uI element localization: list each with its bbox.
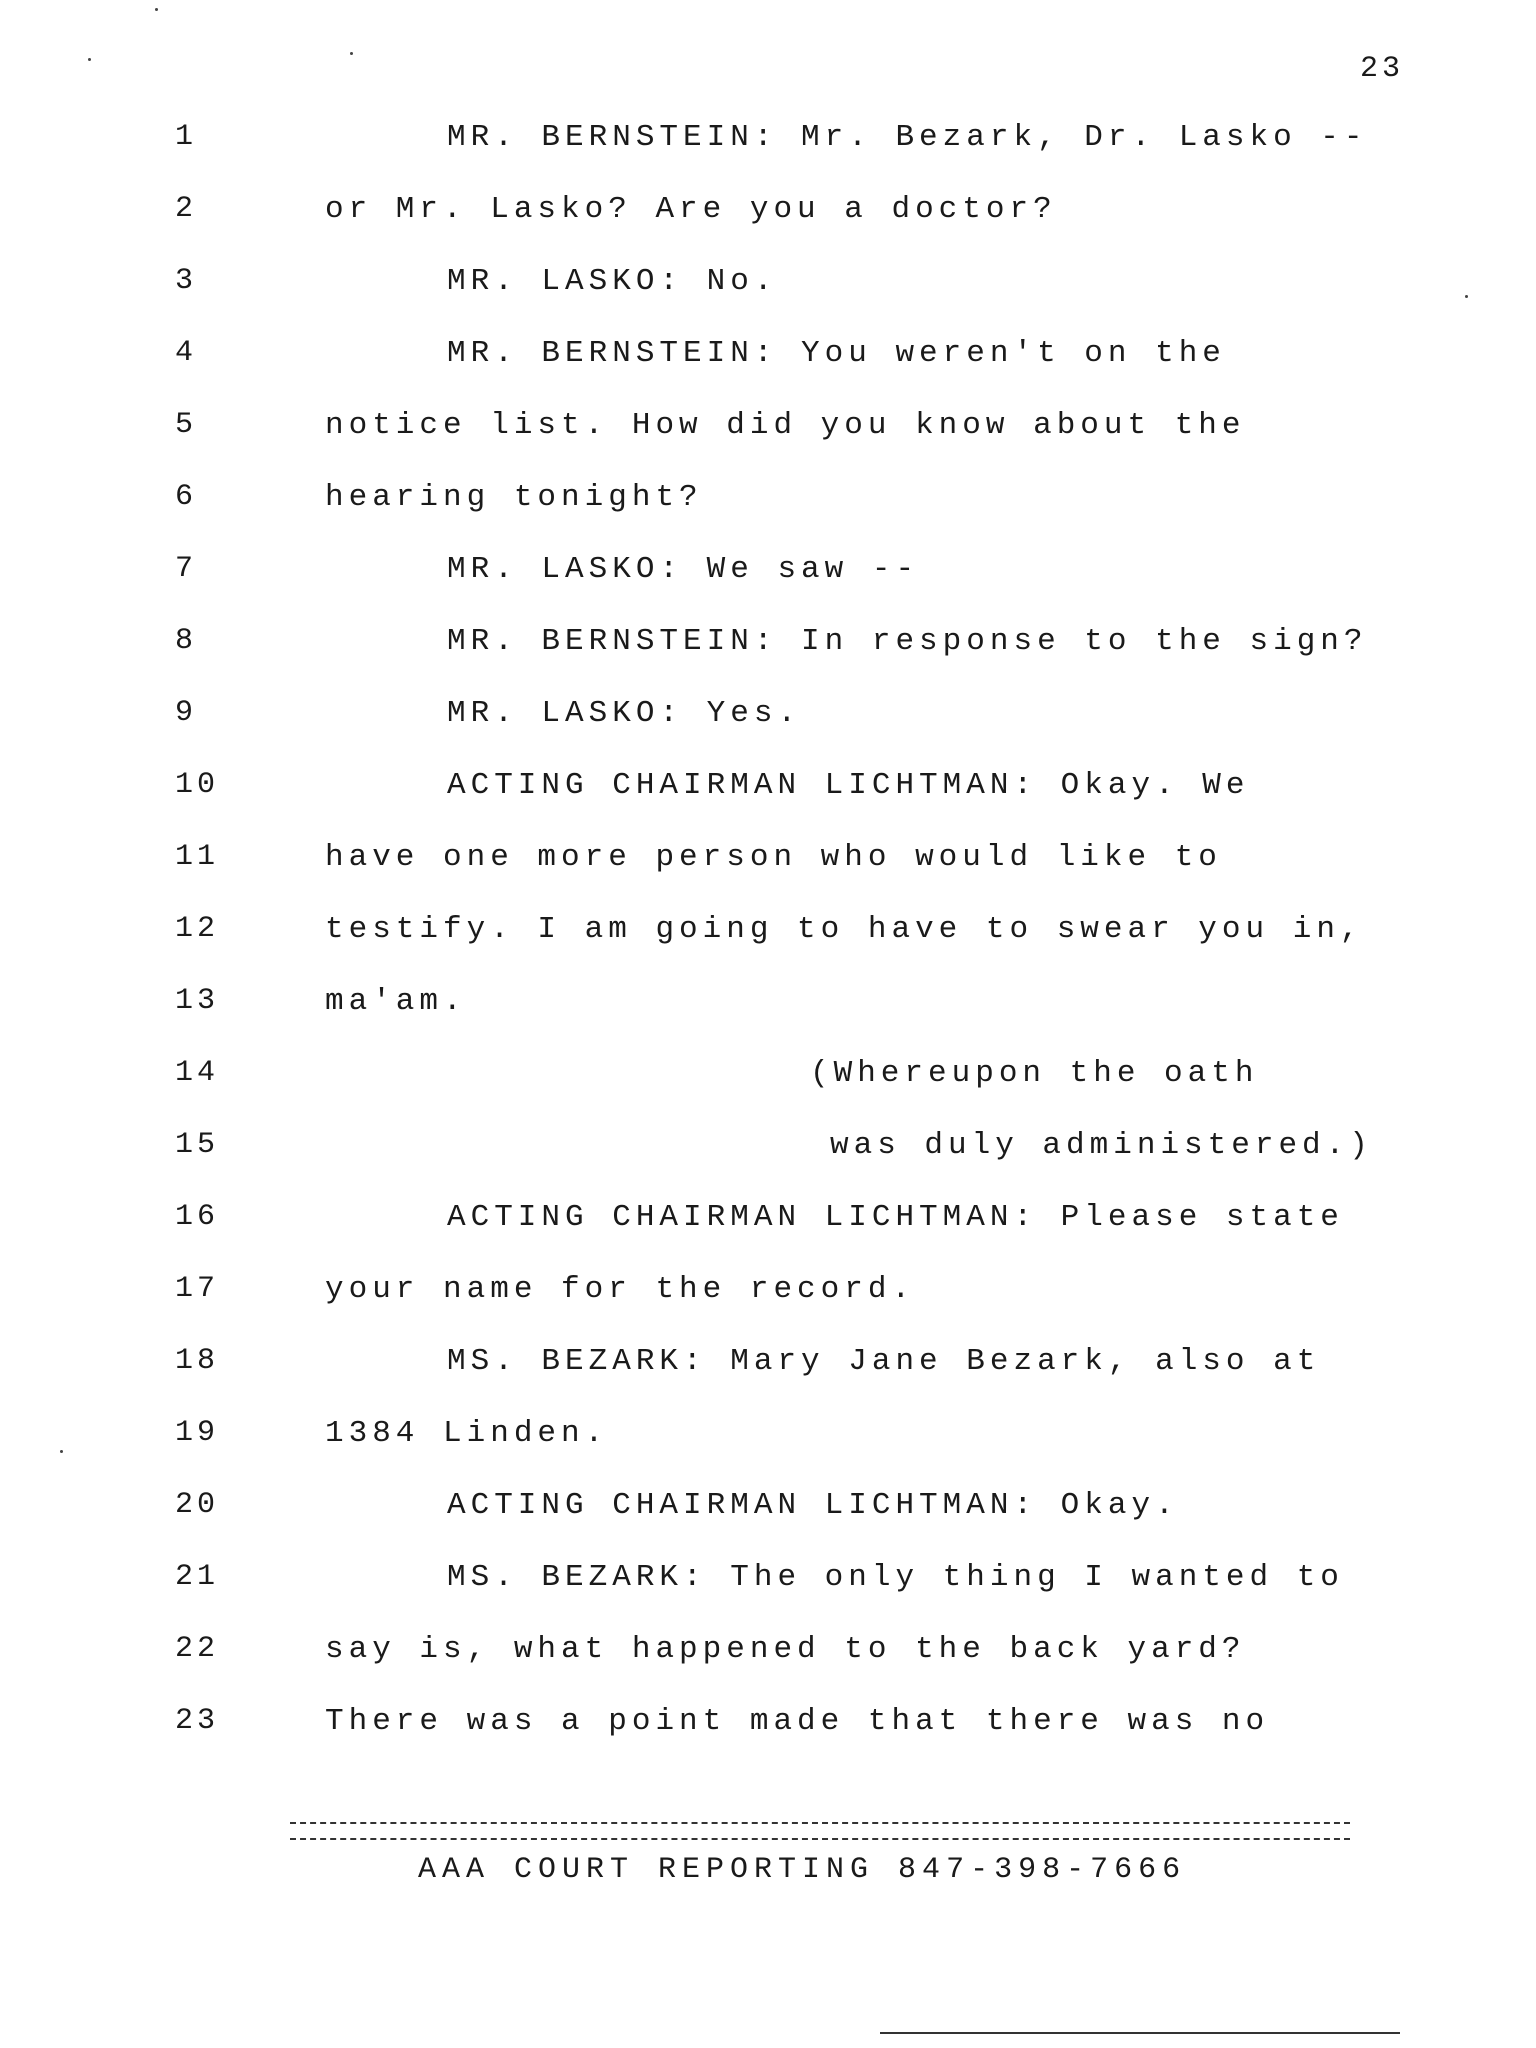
line-text: ACTING CHAIRMAN LICHTMAN: Please state (447, 1200, 1344, 1235)
line-text: your name for the record. (325, 1272, 916, 1307)
line-text: MR. BERNSTEIN: In response to the sign? (447, 624, 1368, 659)
line-text: was duly administered.) (830, 1128, 1373, 1163)
line-number: 7 (175, 552, 198, 586)
transcript-line (0, 1488, 1536, 1560)
transcript-line (0, 768, 1536, 840)
line-text: ACTING CHAIRMAN LICHTMAN: Okay. (447, 1488, 1179, 1523)
line-number: 12 (175, 912, 220, 946)
line-number: 20 (175, 1488, 220, 1522)
transcript-line (0, 120, 1536, 192)
footer-text: AAA COURT REPORTING 847-398-7666 (418, 1853, 1187, 1887)
transcript-line (0, 1416, 1536, 1488)
transcript-line (0, 696, 1536, 768)
line-number: 8 (175, 624, 198, 658)
line-text: MS. BEZARK: The only thing I wanted to (447, 1560, 1344, 1595)
transcript-line (0, 1344, 1536, 1416)
line-number: 23 (175, 1704, 220, 1738)
line-text: MR. LASKO: No. (447, 264, 778, 299)
transcript-line (0, 1056, 1536, 1128)
line-number: 13 (175, 984, 220, 1018)
transcript-line (0, 984, 1536, 1056)
transcript-line (0, 552, 1536, 624)
line-number: 11 (175, 840, 220, 874)
scan-speck (60, 1450, 63, 1453)
line-text: say is, what happened to the back yard? (325, 1632, 1246, 1667)
line-number: 6 (175, 480, 198, 514)
line-number: 3 (175, 264, 198, 298)
line-number: 10 (175, 768, 220, 802)
line-text: There was a point made that there was no (325, 1704, 1270, 1739)
transcript-line (0, 840, 1536, 912)
transcript-line (0, 192, 1536, 264)
scan-speck (88, 58, 91, 61)
line-number: 15 (175, 1128, 220, 1162)
transcript-body (0, 120, 1536, 1776)
line-number: 18 (175, 1344, 220, 1378)
line-text: MS. BEZARK: Mary Jane Bezark, also at (447, 1344, 1321, 1379)
line-text: MR. LASKO: We saw -- (447, 552, 920, 587)
page-number: 23 (1360, 52, 1405, 86)
transcript-line (0, 1632, 1536, 1704)
transcript-line (0, 1200, 1536, 1272)
bottom-divider (880, 2032, 1400, 2034)
transcript-line (0, 912, 1536, 984)
line-number: 22 (175, 1632, 220, 1666)
line-number: 19 (175, 1416, 220, 1450)
line-text: ma'am. (325, 984, 467, 1019)
transcript-line (0, 1704, 1536, 1776)
line-text: MR. BERNSTEIN: Mr. Bezark, Dr. Lasko -- (447, 120, 1368, 155)
line-number: 5 (175, 408, 198, 442)
scan-speck (155, 8, 158, 11)
transcript-line (0, 408, 1536, 480)
line-number: 4 (175, 336, 198, 370)
transcript-line (0, 1560, 1536, 1632)
line-text: notice list. How did you know about the (325, 408, 1246, 443)
line-text: hearing tonight? (325, 480, 703, 515)
line-text: (Whereupon the oath (810, 1056, 1259, 1091)
line-text: or Mr. Lasko? Are you a doctor? (325, 192, 1057, 227)
line-text: MR. LASKO: Yes. (447, 696, 802, 731)
line-number: 16 (175, 1200, 220, 1234)
line-number: 1 (175, 120, 198, 154)
line-text: ACTING CHAIRMAN LICHTMAN: Okay. We (447, 768, 1250, 803)
line-number: 2 (175, 192, 198, 226)
line-text: have one more person who would like to (325, 840, 1222, 875)
transcript-line (0, 1272, 1536, 1344)
line-number: 14 (175, 1056, 220, 1090)
footer-divider (290, 1822, 1350, 1840)
scan-speck (350, 52, 353, 55)
line-text: MR. BERNSTEIN: You weren't on the (447, 336, 1226, 371)
line-text: 1384 Linden. (325, 1416, 609, 1451)
line-text: testify. I am going to have to swear you in, (325, 912, 1364, 947)
transcript-line (0, 336, 1536, 408)
transcript-line (0, 480, 1536, 552)
scan-speck (1465, 295, 1468, 298)
transcript-line (0, 624, 1536, 696)
transcript-line (0, 1128, 1536, 1200)
line-number: 9 (175, 696, 198, 730)
transcript-line (0, 264, 1536, 336)
line-number: 21 (175, 1560, 220, 1594)
line-number: 17 (175, 1272, 220, 1306)
